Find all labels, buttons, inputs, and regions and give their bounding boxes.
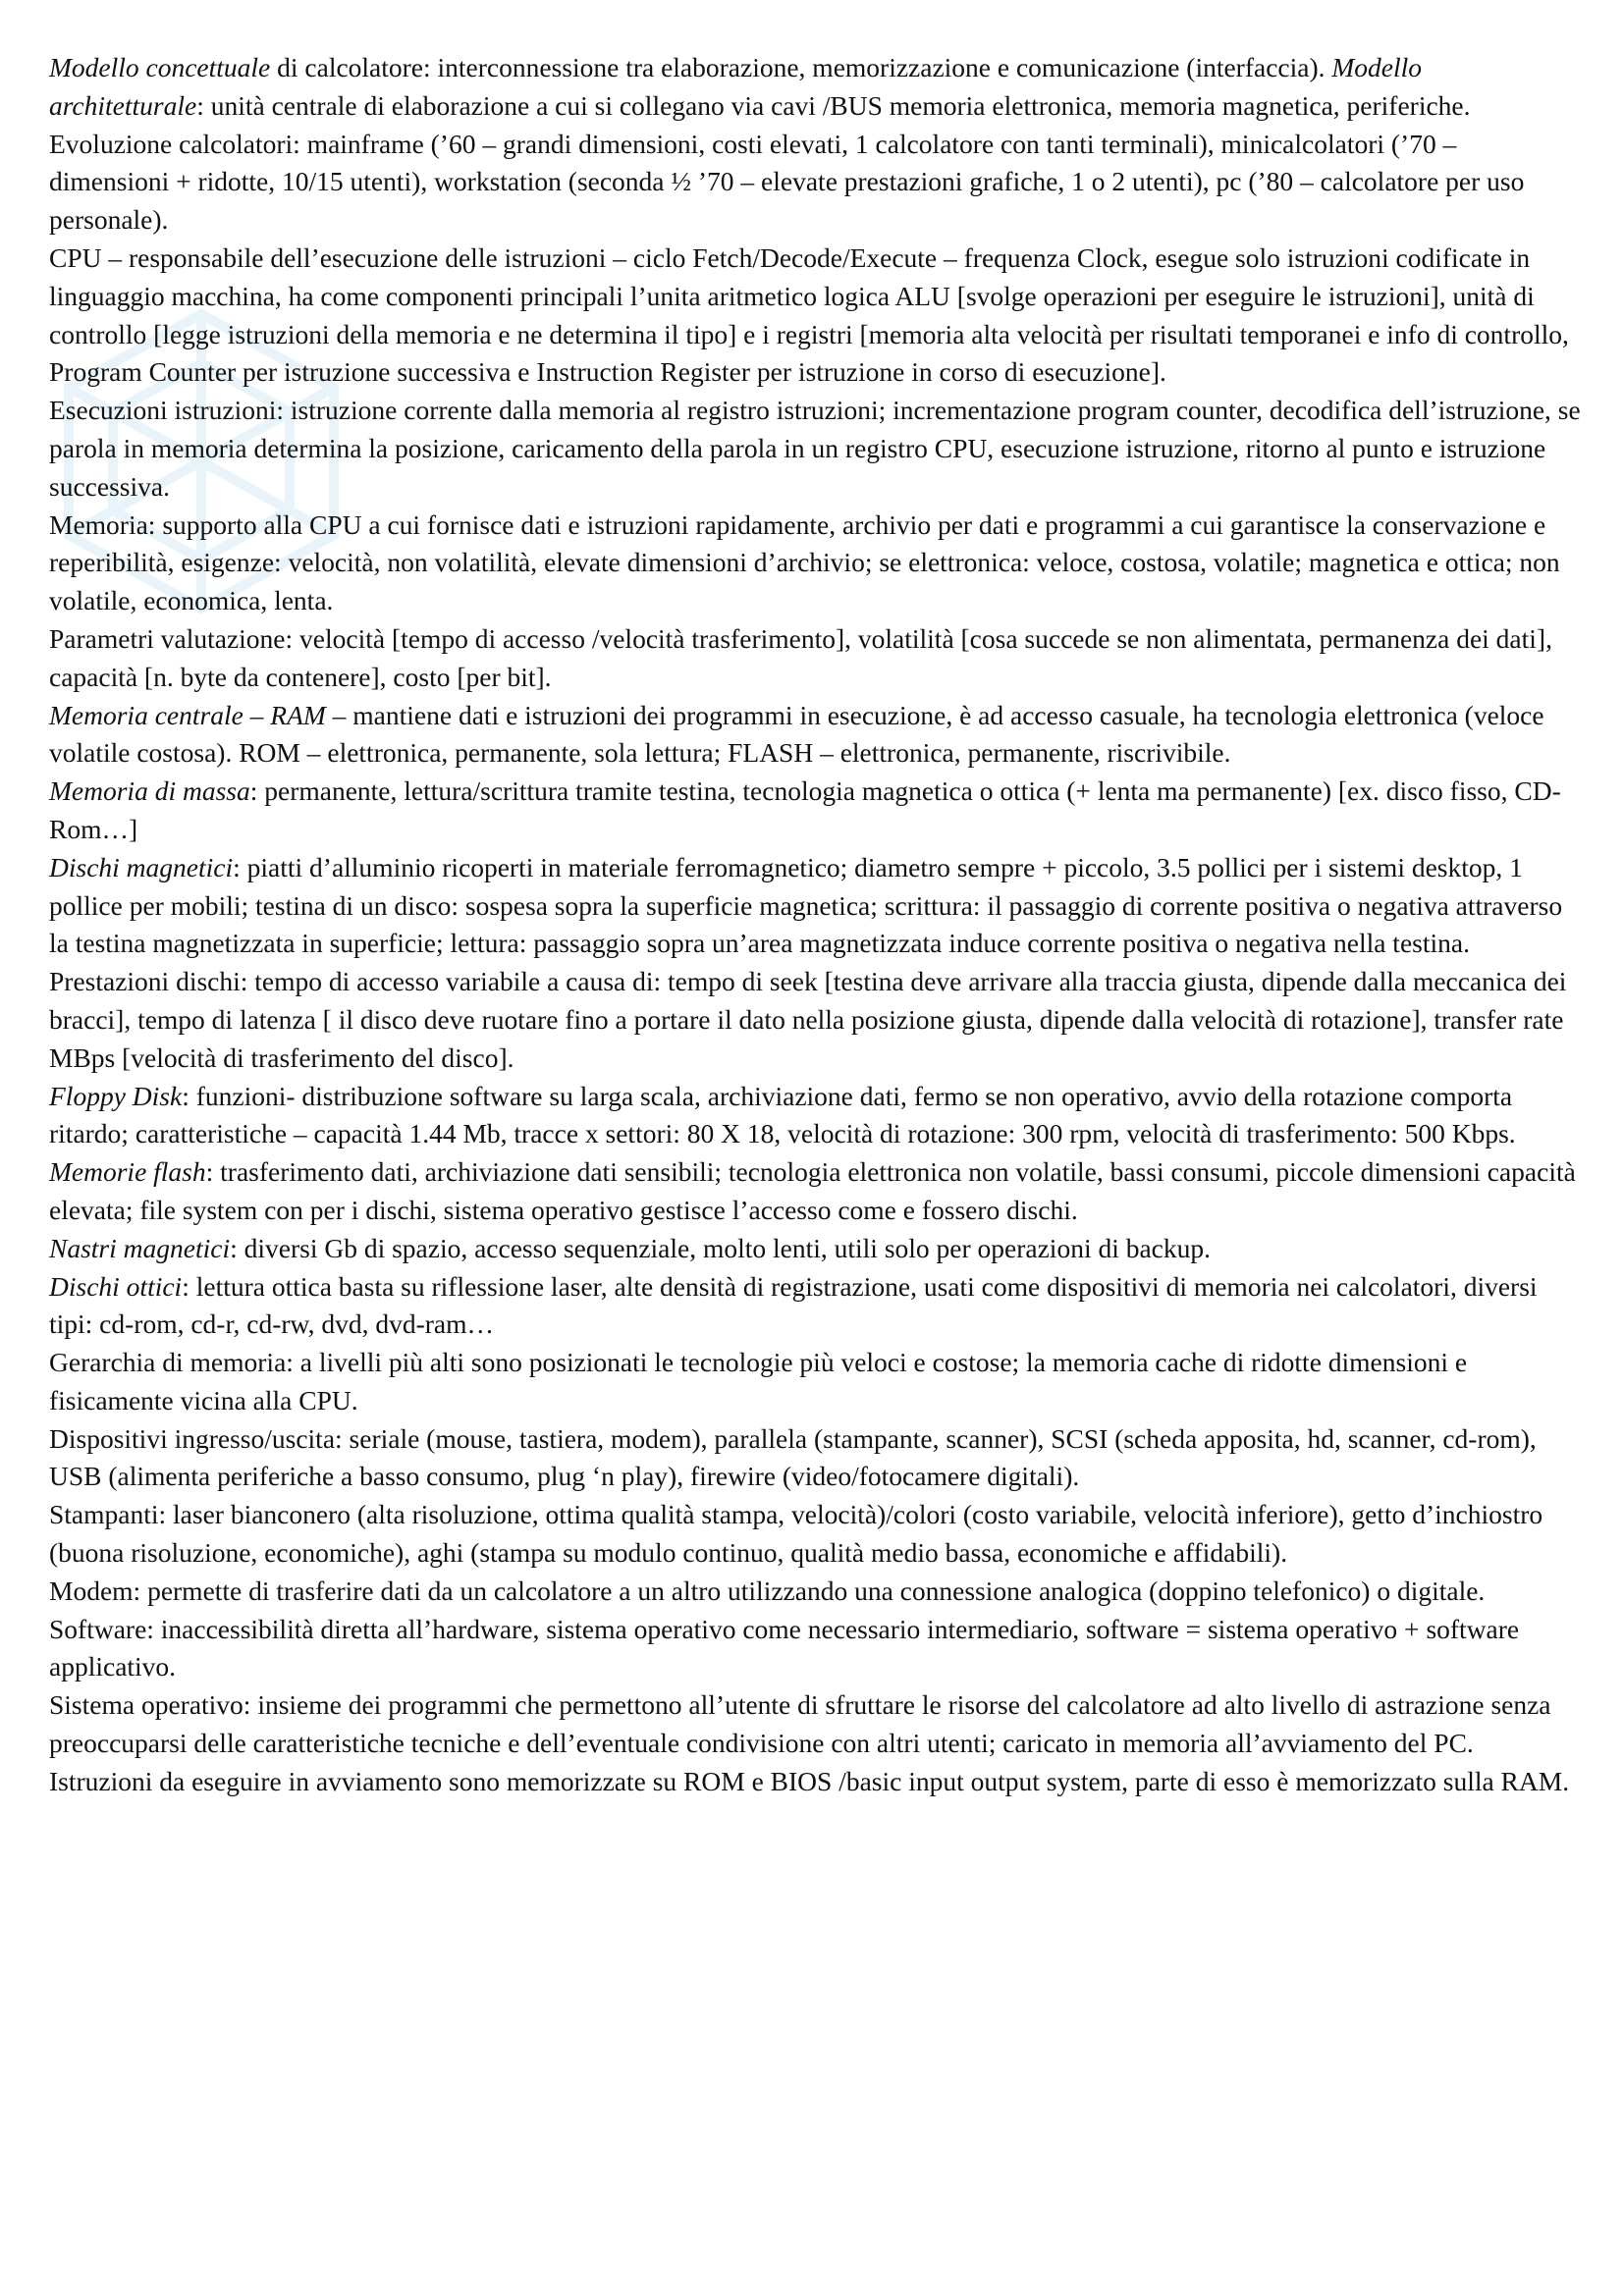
term: Floppy Disk bbox=[49, 1080, 183, 1111]
paragraph-nastri bbox=[49, 1230, 1581, 1268]
term: Dischi magnetici bbox=[49, 851, 234, 882]
term: Memoria centrale – RAM bbox=[49, 699, 326, 730]
paragraph-text: : trasferimento dati, archiviazione dati sensibili; tecnologia elettronica non volatile, bassi consumi, piccole dimensioni capacità elevata; file system con per i dischi, sistema operativo gestisce l’accesso come e fossero dischi. bbox=[49, 1156, 1576, 1225]
paragraph-text: : unità centrale di elaborazione a cui si collegano via cavi /BUS memoria elettronica, memoria magnetica, periferiche. bbox=[196, 89, 1471, 121]
paragraph-text: Gerarchia di memoria: a livelli più alti sono posizionati le tecnologie più veloci e costose; la memoria cache di ridotte dimensioni e fisicamente vicina alla CPU. bbox=[49, 1347, 1468, 1415]
paragraph-evoluzione bbox=[49, 126, 1581, 240]
paragraph-floppy bbox=[49, 1078, 1581, 1154]
paragraph-gerarchia bbox=[49, 1344, 1581, 1420]
paragraph-text: : permanente, lettura/scrittura tramite testina, tecnologia magnetica o ottica (+ lenta ma permanente) [ex. disco fisso, CD-Rom…] bbox=[49, 775, 1561, 844]
paragraph-text: Memoria: supporto alla CPU a cui fornisce dati e istruzioni rapidamente, archivio per dati e programmi a cui garantisce la conservazione e reperibilità, esigenze: velocità, non volatilità, elevate dimensioni d’archivio; se elettronica: veloce, costosa, volatile; magnetica e ottica; non volatile, economica, lenta. bbox=[49, 508, 1560, 616]
term: Nastri magnetici bbox=[49, 1232, 231, 1263]
paragraph-text: CPU – responsabile dell’esecuzione delle istruzioni – ciclo Fetch/Decode/Execute – frequenza Clock, esegue solo istruzioni codificate in linguaggio macchina, ha come componenti principali l’unita aritmetico logica ALU [svolge operazioni per eseguire le istruzioni], unità di controllo [legge istruzioni della memoria e ne determina il tipo] e i registri [memoria alta velocità per risultati temporanei e info di controllo, Program Counter per istruzione successiva e Instruction Register per istruzione in corso di esecuzione]. bbox=[49, 241, 1569, 388]
paragraph-text: : piatti d’alluminio ricoperti in materiale ferromagnetico; diametro sempre + piccolo, 3.5 pollici per i sistemi desktop, 1 pollice per mobili; testina di un disco: sospesa sopra la superficie magnetica; scrittura: il passaggio di corrente positiva o negativa attraverso la testina magnetizzata in superficie; lettura: passaggio sopra un’area magnetizzata induce corrente positiva o negativa nella testina. bbox=[49, 851, 1563, 959]
paragraph-text: Evoluzione calcolatori: mainframe (’60 – grandi dimensioni, costi elevati, 1 calcolatore con tanti terminali), minicalcolatori (’70 – dimensioni + ridotte, 10/15 utenti), workstation (seconda ½ ’70 – elevate prestazioni grafiche, 1 o 2 utenti), pc (’80 – calcolatore per uso personale). bbox=[49, 128, 1525, 236]
paragraph-modello bbox=[49, 49, 1581, 126]
paragraph-esecuzioni bbox=[49, 392, 1581, 506]
paragraph-cpu bbox=[49, 240, 1581, 392]
paragraph-text: – mantiene dati e istruzioni dei programmi in esecuzione, è ad accesso casuale, ha tecnologia elettronica (veloce volatile costosa). ROM – elettronica, permanente, sola lettura; FLASH – elettronica, permanente, riscrivibile. bbox=[49, 699, 1544, 769]
paragraph-prestazioni bbox=[49, 963, 1581, 1077]
paragraph-text: : diversi Gb di spazio, accesso sequenziale, molto lenti, utili solo per operazioni di backup. bbox=[230, 1232, 1212, 1263]
paragraph-text: Modem: permette di trasferire dati da un calcolatore a un altro utilizzando una connessione analogica (doppino telefonico) o digitale. bbox=[49, 1575, 1486, 1606]
paragraph-dischi-ottici bbox=[49, 1268, 1581, 1345]
term: Memoria di massa bbox=[49, 775, 250, 807]
paragraph-text: Esecuzioni istruzioni: istruzione corrente dalla memoria al registro istruzioni; incrementazione program counter, decodifica dell’istruzione, se parola in memoria determina la posizione, caricamento della parola in un registro CPU, esecuzione istruzione, ritorno al punto e istruzione successiva. bbox=[49, 395, 1581, 502]
paragraph-text: Istruzioni da eseguire in avviamento sono memorizzate su ROM e BIOS /basic input output system, parte di esso è memorizzato sulla RAM. bbox=[49, 1765, 1570, 1796]
paragraph-sistema-operativo bbox=[49, 1686, 1581, 1763]
paragraph-software bbox=[49, 1611, 1581, 1687]
paragraph-text: : funzioni- distribuzione software su larga scala, archiviazione dati, fermo se non operativo, avvio della rotazione comporta ritardo; caratteristiche – capacità 1.44 Mb, tracce x settori: 80 X 18, velocità di rotazione: 300 rpm, velocità di trasferimento: 500 Kbps. bbox=[49, 1080, 1516, 1149]
document-body bbox=[49, 49, 1581, 1801]
paragraph-dispositivi bbox=[49, 1420, 1581, 1497]
paragraph-text: Dispositivi ingresso/uscita: seriale (mouse, tastiera, modem), parallela (stampante, scanner), SCSI (scheda apposita, hd, scanner, cd-rom), USB (alimenta periferiche a basso consumo, plug ‘n play), firewire (video/fotocamere digitali). bbox=[49, 1422, 1537, 1492]
paragraph-memoria-massa bbox=[49, 773, 1581, 849]
paragraph-flash bbox=[49, 1153, 1581, 1230]
paragraph-memoria bbox=[49, 507, 1581, 620]
paragraph-dischi-magnetici bbox=[49, 849, 1581, 963]
term: Modello architetturale bbox=[49, 52, 1423, 121]
paragraph-memoria-centrale bbox=[49, 697, 1581, 774]
term: Dischi ottici bbox=[49, 1270, 183, 1302]
paragraph-istruzioni-avviamento bbox=[49, 1763, 1581, 1801]
term: Modello concettuale bbox=[49, 52, 271, 82]
paragraph-stampanti bbox=[49, 1496, 1581, 1573]
paragraph-text: : lettura ottica basta su riflessione laser, alte densità di registrazione, usati come dispositivi di memoria nei calcolatori, diversi tipi: cd-rom, cd-r, cd-rw, dvd, dvd-ram… bbox=[49, 1270, 1538, 1340]
paragraph-text: Stampanti: laser bianconero (alta risoluzione, ottima qualità stampa, velocità)/colori (costo variabile, velocità inferiore), getto d’inchiostro (buona risoluzione, economiche), aghi (stampa su modulo continuo, qualità medio bassa, economiche e affidabili). bbox=[49, 1499, 1543, 1569]
paragraph-text: di calcolatore: interconnessione tra elaborazione, memorizzazione e comunicazione (interfaccia). bbox=[270, 52, 1332, 82]
paragraph-text: Prestazioni dischi: tempo di accesso variabile a causa di: tempo di seek [testina deve arrivare alla traccia giusta, dipende dalla meccanica dei bracci], tempo di latenza [ il disco deve ruotare fino a portare il dato nella posizione giusta, dipende dalla velocità di rotazione], transfer rate MBps [velocità di trasferimento del disco]. bbox=[49, 966, 1567, 1073]
paragraph-text: Software: inaccessibilità diretta all’hardware, sistema operativo come necessario intermediario, software = sistema operativo + software applicativo. bbox=[49, 1613, 1520, 1682]
paragraph-text: Sistema operativo: insieme dei programmi che permettono all’utente di sfruttare le risorse del calcolatore ad alto livello di astrazione senza preoccuparsi delle caratteristiche tecniche e dell’eventuale condivisione con altri utenti; caricato in memoria all’avviamento del PC. bbox=[49, 1689, 1551, 1759]
term: Memorie flash bbox=[49, 1156, 206, 1188]
paragraph-modem bbox=[49, 1573, 1581, 1611]
paragraph-parametri bbox=[49, 620, 1581, 697]
paragraph-text: Parametri valutazione: velocità [tempo di accesso /velocità trasferimento], volatilità [cosa succede se non alimentata, permanenza dei dati], capacità [n. byte da contenere], costo [per bit]. bbox=[49, 622, 1552, 692]
